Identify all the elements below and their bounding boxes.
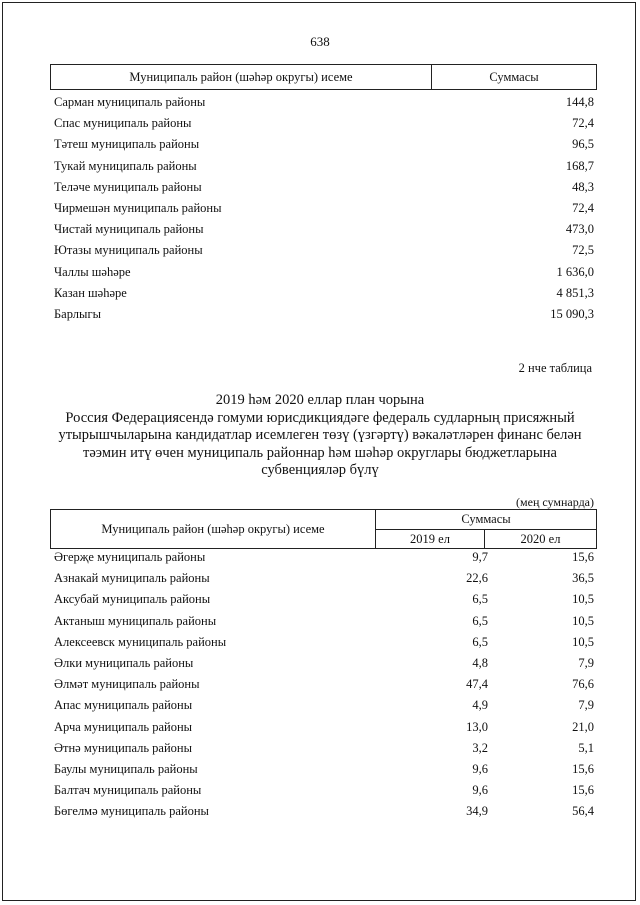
- district-name: Әтнә муниципаль районы: [54, 740, 193, 755]
- district-sum: 48,3: [572, 179, 594, 194]
- table1-header-sum: Суммасы: [489, 69, 539, 84]
- district-sum: 72,4: [572, 200, 594, 215]
- district-name: Тукай муниципаль районы: [54, 158, 197, 173]
- table2-row: [54, 674, 594, 695]
- district-name: Алексеевск муниципаль районы: [54, 634, 227, 649]
- table2-header-name: Муниципаль район (шәһәр округы) исеме: [51, 510, 376, 548]
- table2-row: [54, 568, 594, 589]
- table1-row: [54, 262, 594, 283]
- title-line: тәэмин итү өчен муниципаль районнар һәм шәһәр округлары бюджетларына: [82, 444, 557, 461]
- table2-row: [54, 717, 594, 738]
- title-line: 2019 һәм 2020 еллар план чорына: [215, 392, 425, 408]
- table1-row: [54, 134, 594, 155]
- sum-2020: 5,1: [578, 740, 594, 755]
- sum-2019: 9,6: [472, 783, 488, 798]
- table2-row: [54, 611, 594, 632]
- total-sum: 15 090,3: [550, 306, 594, 321]
- district-name: Тәтеш муниципаль районы: [54, 137, 200, 152]
- table1-row: [54, 198, 594, 219]
- table1-header-name: Муниципаль район (шәһәр округы) исеме: [51, 65, 432, 89]
- district-name: Актаныш муниципаль районы: [54, 613, 217, 628]
- sum-2020: 10,5: [572, 634, 594, 649]
- sum-2019: 9,6: [472, 761, 488, 776]
- title-line: Россия Федерациясендә гомуми юрисдикциядәге федераль судларның присяжный: [65, 409, 575, 426]
- sum-2020: 15,6: [572, 550, 594, 564]
- sum-2020: 7,9: [578, 655, 594, 670]
- district-name: Чирмешән муниципаль районы: [54, 200, 222, 215]
- district-sum: 4 851,3: [556, 285, 594, 300]
- sum-2020: 36,5: [572, 571, 594, 586]
- sum-2019: 22,6: [466, 571, 488, 586]
- total-label: Барлыгы: [54, 306, 101, 321]
- district-sum: 96,5: [572, 137, 594, 152]
- title-line: утырышчыларына кандидатлар исемлеген төзү (үзгәртү) вәкаләтләрен финанс белән: [58, 427, 582, 443]
- table2-row: [54, 759, 594, 780]
- table2-row: [54, 547, 594, 568]
- sum-2019: 13,0: [466, 719, 488, 734]
- district-name: Баулы муниципаль районы: [54, 761, 198, 776]
- sum-2019: 34,9: [466, 804, 488, 819]
- table1-row: [54, 92, 594, 113]
- table2-label: 2 нче таблица: [518, 361, 592, 375]
- table1-row: [54, 177, 594, 198]
- sum-2019: 9,7: [472, 550, 488, 564]
- table1-body: [54, 92, 594, 325]
- district-name: Теләче муниципаль районы: [54, 179, 202, 194]
- table2-header-year-2019: 2019 ел: [376, 530, 485, 548]
- table1-row: [54, 240, 594, 261]
- district-name: Әлмәт муниципаль районы: [54, 677, 200, 692]
- table2-title: [40, 392, 600, 480]
- district-sum: 72,5: [572, 243, 594, 258]
- table2-row: [54, 801, 594, 822]
- district-name: Казан шәһәре: [54, 285, 127, 300]
- district-name: Әлки муниципаль районы: [54, 655, 194, 670]
- district-sum: 1 636,0: [556, 264, 594, 279]
- table2-row: [54, 695, 594, 716]
- district-name: Бөгелмә муниципаль районы: [54, 804, 209, 819]
- district-name: Сарман муниципаль районы: [54, 95, 206, 109]
- district-name: Балтач муниципаль районы: [54, 783, 202, 798]
- table2-body: [54, 547, 594, 822]
- sum-2020: 10,5: [572, 592, 594, 607]
- table2-row: [54, 632, 594, 653]
- sum-2020: 15,6: [572, 783, 594, 798]
- sum-2019: 47,4: [466, 677, 488, 692]
- table1-row: [54, 283, 594, 304]
- title-line: субвенцияләр бүлү: [261, 462, 379, 478]
- district-name: Ютазы муниципаль районы: [54, 243, 203, 258]
- district-sum: 168,7: [565, 158, 594, 173]
- table1-row: [54, 156, 594, 177]
- district-name: Арча муниципаль районы: [54, 719, 193, 734]
- district-name: Чистай муниципаль районы: [54, 222, 204, 237]
- sum-2020: 10,5: [572, 613, 594, 628]
- sum-2019: 6,5: [472, 613, 488, 628]
- district-name: Спас муниципаль районы: [54, 116, 192, 131]
- table2-header-sum: Суммасы: [376, 510, 596, 530]
- table2-header-year-2020: 2020 ел: [520, 531, 561, 546]
- table2-row: [54, 780, 594, 801]
- sum-2020: 21,0: [572, 719, 594, 734]
- district-sum: 473,0: [565, 222, 594, 237]
- table2-row: [54, 653, 594, 674]
- sum-2020: 56,4: [572, 804, 594, 819]
- table1-total-row: [54, 304, 594, 325]
- page-number: 638: [310, 34, 330, 49]
- table1-row: [54, 219, 594, 240]
- sum-2020: 76,6: [572, 677, 594, 692]
- table2-row: [54, 589, 594, 610]
- sum-2020: 7,9: [578, 698, 594, 713]
- sum-2019: 6,5: [472, 634, 488, 649]
- table2-row: [54, 738, 594, 759]
- district-sum: 72,4: [572, 116, 594, 131]
- sum-2019: 3,2: [472, 740, 488, 755]
- sum-2019: 6,5: [472, 592, 488, 607]
- sum-2020: 15,6: [572, 761, 594, 776]
- table1-row: [54, 113, 594, 134]
- district-name: Азнакай муниципаль районы: [54, 571, 210, 586]
- district-name: Әгерҗе муниципаль районы: [54, 550, 206, 564]
- units-note: (мең сумнарда): [516, 495, 594, 509]
- district-name: Апас муниципаль районы: [54, 698, 193, 713]
- table1-header: [50, 64, 597, 90]
- sum-2019: 4,8: [472, 655, 488, 670]
- table2-header: [50, 509, 597, 549]
- district-name: Аксубай муниципаль районы: [54, 592, 211, 607]
- district-sum: 144,8: [565, 95, 594, 109]
- sum-2019: 4,9: [472, 698, 488, 713]
- district-name: Чаллы шәһәре: [54, 264, 131, 279]
